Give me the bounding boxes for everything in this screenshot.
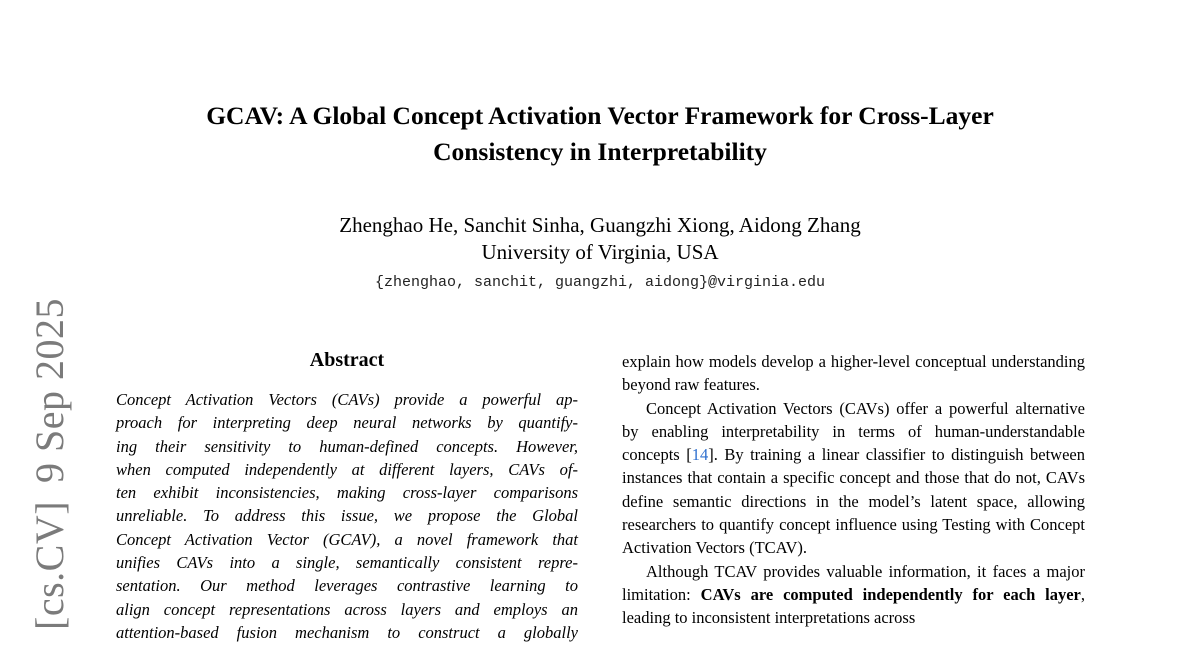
abstract-line: proach for interpreting deep neural networks by quantify-	[116, 413, 578, 433]
body-paragraph-1: explain how models develop a higher-level conceptual understanding beyond raw features.	[622, 352, 1085, 395]
abstract-line: when computed independently at different layers, CAVs of-	[116, 459, 578, 479]
p3-text-a: Although TCAV provides valuable information, it faces a major limitation:	[622, 561, 1085, 604]
p3-text-b: , leading to inconsistent interpretations across	[622, 584, 1086, 628]
abstract-heading: Abstract	[309, 349, 385, 371]
left-column	[116, 346, 578, 644]
body-paragraph-2	[622, 397, 1085, 560]
abstract-line: Concept Activation Vector (GCAV), a novel framework that	[116, 529, 578, 549]
author-emails: {zhenghao, sanchit, guangzhi, aidong}@virginia.edu	[374, 274, 826, 291]
abstract-line: sentation. Our method leverages contrastive learning to	[116, 576, 578, 596]
abstract-line: unifies CAVs into a single, semantically consistent repre-	[116, 553, 578, 573]
abstract-line: attention-based fusion mechanism to construct a globally	[116, 622, 578, 642]
arxiv-category: [cs.CV]	[27, 500, 72, 630]
citation-link[interactable]: 14	[691, 445, 709, 465]
abstract-line: Concept Activation Vectors (CAVs) provide a powerful ap-	[116, 390, 578, 409]
paper-title	[0, 98, 1200, 170]
abstract-line: align concept representations across layers and employs an	[116, 599, 578, 619]
abstract-line: ten exhibit inconsistencies, making cross-layer comparisons	[116, 483, 578, 503]
right-column	[622, 350, 1085, 630]
title-line-2: Consistency in Interpretability	[433, 137, 767, 166]
title-line-1: GCAV: A Global Concept Activation Vector Framework for Cross-Layer	[206, 101, 994, 130]
arxiv-date: 9 Sep 2025	[27, 297, 72, 483]
p2-text-b: ]. By training a linear classifier to distinguish between instances that contain a specific concept and those that do not, CAVs define semantic directions in the model’s latent space, allowing researchers to quantify concept influence using Testing with Concept Activation Vectors (TCAV).	[622, 445, 1085, 558]
p2-text-a: Concept Activation Vectors (CAVs) offer a powerful alternative by enabling interpretability in terms of human-understandable concepts [	[622, 398, 1085, 465]
p3-bold-claim: CAVs are computed independently for each layer	[700, 584, 1081, 604]
abstract-line: ing their sensitivity to human-defined concepts. However,	[116, 436, 578, 456]
arxiv-side-stamp	[27, 297, 72, 648]
author-block	[0, 212, 1200, 266]
author-names: Zhenghao He, Sanchit Sinha, Guangzhi Xiong, Aidong Zhang	[339, 213, 861, 237]
abstract-line: unreliable. To address this issue, we propose the Global	[116, 506, 578, 526]
affiliation: University of Virginia, USA	[481, 240, 719, 264]
body-paragraph-3	[622, 560, 1085, 630]
abstract-text	[116, 388, 578, 644]
